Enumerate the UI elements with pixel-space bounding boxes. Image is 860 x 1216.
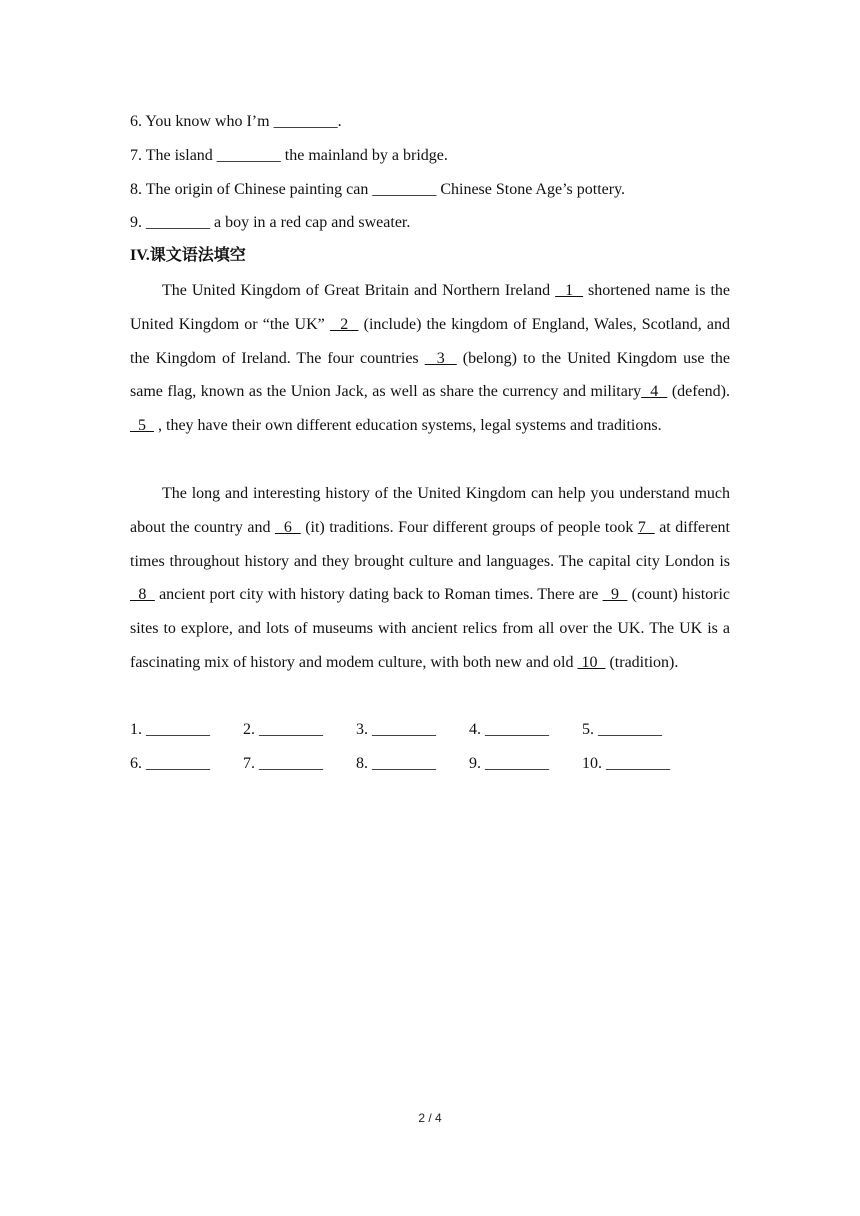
passage-blank[interactable]: 9 — [602, 586, 628, 604]
passage-blank[interactable]: 7 — [637, 518, 655, 536]
passage-text: The long and interesting history of the United Kingdom can help you understand much about the country and — [130, 485, 730, 536]
passage-text: (include) the kingdom of England, Wales, Scotland, and the Kingdom of Ireland. The four countries — [130, 315, 730, 367]
passage-blank[interactable]: 10 — [577, 653, 606, 671]
passage-text: (belong) to the United Kingdom use the same flag, known as the Union Jack, as well as share the currency and military — [130, 349, 731, 401]
exercise-item-6: 6. You know who I’m ________. — [130, 113, 342, 130]
answer-slot-9[interactable]: 9. ________ — [469, 755, 549, 772]
section-roman-numeral: IV. — [130, 247, 150, 264]
passage-text: (tradition). — [605, 653, 679, 671]
passage-blank[interactable]: 2 — [329, 315, 359, 333]
passage-paragraph-1 — [130, 274, 730, 443]
passage-text: ancient port city with history dating back to Roman times. There are — [154, 586, 603, 604]
passage-text: shortened name is the United Kingdom or “the UK” — [130, 282, 731, 333]
answer-slot-6[interactable]: 6. ________ — [130, 755, 210, 772]
exercise-item-9: 9. ________ a boy in a red cap and sweater. — [130, 214, 411, 231]
answer-row-2 — [130, 754, 695, 774]
passage-blank[interactable]: 5 — [130, 417, 154, 435]
section-title: 课文语法填空 — [149, 245, 246, 264]
passage-text: , they have their own different education systems, legal systems and traditions. — [154, 417, 662, 435]
answer-slot-7[interactable]: 7. ________ — [243, 755, 323, 772]
passage-blank[interactable]: 1 — [555, 282, 584, 299]
passage-paragraph-2 — [130, 477, 730, 680]
answer-slot-2[interactable]: 2. ________ — [243, 721, 323, 738]
passage-blank[interactable]: 8 — [130, 586, 155, 604]
passage-blank[interactable]: 3 — [424, 349, 457, 367]
passage-text: The United Kingdom of Great Britain and Northern Ireland — [162, 282, 556, 299]
answer-slot-5[interactable]: 5. ________ — [582, 721, 662, 738]
passage-blank[interactable]: 6 — [274, 518, 301, 536]
exercise-item-7: 7. The island ________ the mainland by a bridge. — [130, 147, 448, 164]
answer-row-1 — [130, 720, 695, 740]
exercise-item-8: 8. The origin of Chinese painting can ________ Chinese Stone Age’s pottery. — [130, 181, 626, 198]
answer-slot-3[interactable]: 3. ________ — [356, 721, 436, 738]
page-number: 2 / 4 — [418, 1111, 442, 1125]
passage-text: (count) historic sites to explore, and lots of museums with ancient relics from all over the UK. The UK is a fascinating mix of history and modem culture, with both new and old — [130, 586, 731, 671]
passage-text: (defend). — [667, 383, 731, 401]
answer-slot-4[interactable]: 4. ________ — [469, 721, 549, 738]
passage-text: at different times throughout history and they brought culture and languages. The capital city London is — [130, 518, 730, 570]
answer-slot-10[interactable]: 10. ________ — [582, 755, 670, 772]
section-heading — [130, 245, 246, 266]
passage-blank[interactable]: 4 — [641, 383, 668, 401]
passage-text: (it) traditions. Four different groups of people took — [300, 518, 638, 536]
answer-slot-1[interactable]: 1. ________ — [130, 721, 210, 738]
answer-slot-8[interactable]: 8. ________ — [356, 755, 436, 772]
